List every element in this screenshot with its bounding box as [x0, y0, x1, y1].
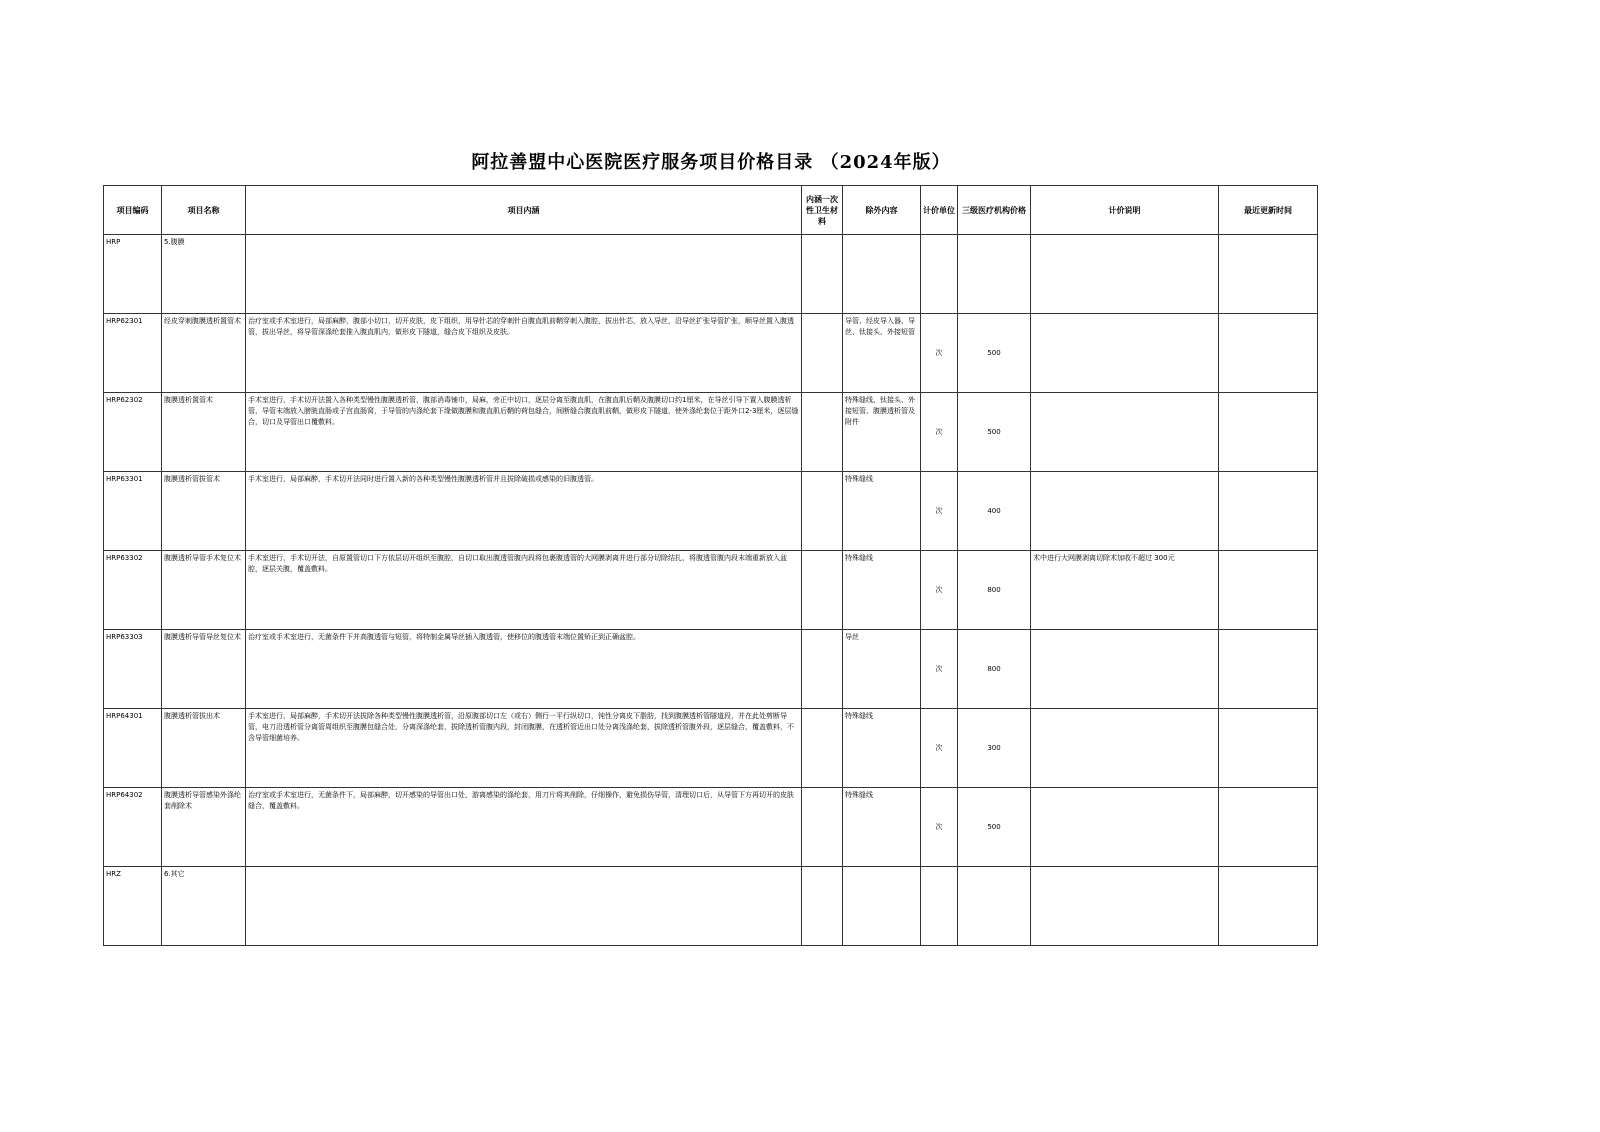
table-row: [104, 630, 1318, 709]
cell-content: 治疗室或手术室进行，无菌条件下，局部麻醉，切开感染的导管出口处，游离感染的涤纶套，用刀片将其削除，仔细操作，避免损伤导管，清理切口后，从导管下方再切开的皮肤缝合，覆盖敷料。: [246, 788, 802, 867]
cell-note: [1031, 393, 1219, 472]
col-header-content: 项目内涵: [246, 186, 802, 235]
table-row: [104, 551, 1318, 630]
cell-note: [1031, 867, 1219, 946]
cell-note: [1031, 314, 1219, 393]
cell-name: 腹膜透析置管术: [162, 393, 246, 472]
cell-name: 6.其它: [162, 867, 246, 946]
cell-name: 腹膜透析导管手术复位术: [162, 551, 246, 630]
table-row: [104, 393, 1318, 472]
cell-note: 术中进行大网膜剥离切除术加收不超过 300元: [1031, 551, 1219, 630]
cell-material: [802, 867, 843, 946]
cell-exclude: 特殊缝线、钛接头、外接短管、腹膜透析管及附件: [843, 393, 921, 472]
table-row: [104, 788, 1318, 867]
cell-name: 经皮穿刺腹膜透析置管术: [162, 314, 246, 393]
cell-updated: [1219, 472, 1318, 551]
cell-note: [1031, 235, 1219, 314]
cell-code: HRP62302: [104, 393, 162, 472]
cell-name: 腹膜透析管拔管术: [162, 472, 246, 551]
cell-name: 腹膜透析管拔出术: [162, 709, 246, 788]
cell-updated: [1219, 867, 1318, 946]
cell-unit: 次: [921, 314, 958, 393]
table-row: [104, 314, 1318, 393]
cell-price: [958, 867, 1031, 946]
cell-exclude: 导丝: [843, 630, 921, 709]
cell-material: [802, 709, 843, 788]
table-row: [104, 867, 1318, 946]
cell-code: HRP64301: [104, 709, 162, 788]
cell-content: 手术室进行，局部麻醉，手术切开法同时进行置入新的各种类型慢性腹膜透析管并且拔除破损或感染的旧腹透管。: [246, 472, 802, 551]
cell-content: 手术室进行，局部麻醉，手术切开法拔除各种类型慢性腹膜透析管，沿原腹部切口左（或右）侧行一平行纵切口，钝性分离皮下脂肪，找到腹膜透析管隧道段，并在此处剪断导管，电刀沿透析管分离管周组织至腹膜包缝合处，分离深涤纶套，拔除透析管腹内段，封闭腹膜，在透析管近出口处分离浅涤纶套，拔除透析管腹外段，逐层缝合，覆盖敷料，不含导管细菌培养。: [246, 709, 802, 788]
cell-exclude: 特殊缝线: [843, 551, 921, 630]
table-header-row: [104, 186, 1318, 235]
cell-updated: [1219, 551, 1318, 630]
col-header-note: 计价说明: [1031, 186, 1219, 235]
cell-unit: 次: [921, 709, 958, 788]
cell-content: 治疗室或手术室进行，无菌条件下并高腹透管与短管，将特制金属导丝插入腹透管，使移位的腹透管末端位置矫正到正确盆腔。: [246, 630, 802, 709]
cell-unit: 次: [921, 472, 958, 551]
cell-updated: [1219, 393, 1318, 472]
cell-unit: 次: [921, 788, 958, 867]
cell-exclude: 导管、经皮导入器、导丝、钛接头、外接短管: [843, 314, 921, 393]
cell-code: HRP63302: [104, 551, 162, 630]
cell-content: 手术室进行，手术切开法，自原置管切口下方依层切开组织至腹腔，自切口取出腹透管腹内段将包裹腹透管的大网膜剥离并进行部分切除结扎，将腹透管腹内段末端重新放入盆腔，逐层关腹，覆盖敷料。: [246, 551, 802, 630]
col-header-exclude: 除外内容: [843, 186, 921, 235]
col-header-unit: 计价单位: [921, 186, 958, 235]
cell-updated: [1219, 788, 1318, 867]
cell-content: [246, 867, 802, 946]
col-header-updated: 最近更新时间: [1219, 186, 1318, 235]
cell-price: 500: [958, 314, 1031, 393]
cell-note: [1031, 630, 1219, 709]
cell-material: [802, 788, 843, 867]
cell-exclude: [843, 867, 921, 946]
col-header-material: 内涵一次性卫生材料: [802, 186, 843, 235]
cell-note: [1031, 709, 1219, 788]
cell-content: 治疗室或手术室进行，局部麻醉，腹部小切口，切开皮肤，皮下组织，用导针芯的穿刺针自腹直肌前鞘穿刺入腹腔，拔出针芯，放入导丝，沿导丝扩张导管扩张，顺导丝置入腹透管，拔出导丝，将导管深涤纶套推入腹直肌内，做形皮下隧道，缝合皮下组织及皮肤。: [246, 314, 802, 393]
cell-material: [802, 314, 843, 393]
cell-material: [802, 235, 843, 314]
cell-code: HRP: [104, 235, 162, 314]
cell-exclude: 特殊缝线: [843, 472, 921, 551]
cell-price: 500: [958, 788, 1031, 867]
cell-code: HRP62301: [104, 314, 162, 393]
cell-note: [1031, 472, 1219, 551]
cell-price: 300: [958, 709, 1031, 788]
cell-code: HRP63301: [104, 472, 162, 551]
cell-updated: [1219, 314, 1318, 393]
cell-unit: [921, 235, 958, 314]
cell-content: [246, 235, 802, 314]
table-row: [104, 472, 1318, 551]
cell-updated: [1219, 235, 1318, 314]
cell-material: [802, 472, 843, 551]
cell-name: 5.腹膜: [162, 235, 246, 314]
cell-material: [802, 630, 843, 709]
cell-exclude: [843, 235, 921, 314]
table-row: [104, 235, 1318, 314]
cell-name: 腹膜透析导管导丝复位术: [162, 630, 246, 709]
cell-content: 手术室进行，手术切开法置入各种类型慢性腹膜透析管，腹部消毒铺巾，局麻，旁正中切口，逐层分离至腹直肌，在腹直肌后鞘及腹膜切口约1厘米，在导丝引导下置入腹膜透析管，导管末端放入膀胱直肠或子宫直肠窝，于导管的内涤纶套下缘做腹膜和腹直肌后鞘的荷包缝合，间断缝合腹直肌前鞘，做形皮下隧道，使外涤纶套位于距外口2-3厘米，逐层缝合，切口及导管出口覆敷料。: [246, 393, 802, 472]
cell-price: 400: [958, 472, 1031, 551]
cell-price: 500: [958, 393, 1031, 472]
cell-material: [802, 393, 843, 472]
col-header-code: 项目编码: [104, 186, 162, 235]
col-header-price: 三级医疗机构价格: [958, 186, 1031, 235]
cell-note: [1031, 788, 1219, 867]
cell-price: 800: [958, 551, 1031, 630]
cell-price: 800: [958, 630, 1031, 709]
cell-updated: [1219, 709, 1318, 788]
page-title: 阿拉善盟中心医院医疗服务项目价格目录 （2024年版）: [471, 152, 951, 173]
cell-unit: 次: [921, 551, 958, 630]
cell-unit: 次: [921, 393, 958, 472]
table-row: [104, 709, 1318, 788]
cell-code: HRZ: [104, 867, 162, 946]
col-header-name: 项目名称: [162, 186, 246, 235]
cell-unit: [921, 867, 958, 946]
cell-code: HRP64302: [104, 788, 162, 867]
cell-unit: 次: [921, 630, 958, 709]
cell-material: [802, 551, 843, 630]
cell-exclude: 特殊缝线: [843, 788, 921, 867]
cell-exclude: 特殊缝线: [843, 709, 921, 788]
price-table: [103, 185, 1318, 946]
cell-name: 腹膜透析导管感染外涤纶套削除术: [162, 788, 246, 867]
cell-code: HRP63303: [104, 630, 162, 709]
cell-updated: [1219, 630, 1318, 709]
cell-price: [958, 235, 1031, 314]
